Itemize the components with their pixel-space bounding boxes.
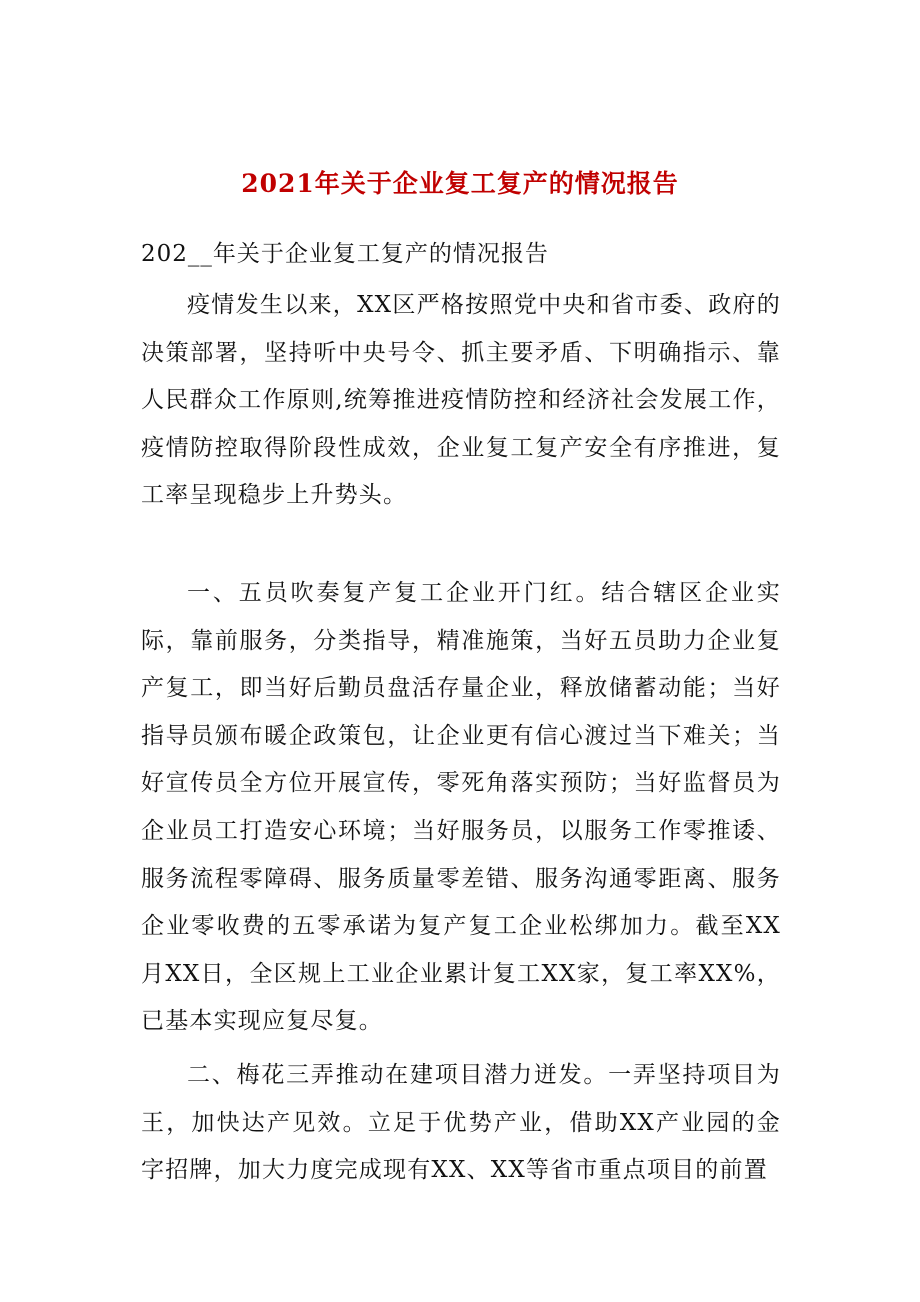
paragraph-intro: 疫情发生以来，XX区严格按照党中央和省市委、政府的决策部署，坚持听中央号令、抓主要矛盾、下明确指示、靠人民群众工作原则,统筹推进疫情防控和经济社会发展工作，疫情防控取得阶段性成效，企业复工复产安全有序推进，复工率呈现稳步上升势头。 [141, 292, 781, 509]
paragraph-section-two: 二、梅花三弄推动在建项目潜力迸发。一弄坚持项目为王，加快达产见效。立足于优势产业，借助XX产业园的金字招牌，加大力度完成现有XX、XX等省市重点项目的前置 [141, 1062, 781, 1184]
paragraph-section-one: 一、五员吹奏复产复工企业开门红。结合辖区企业实际，靠前服务，分类指导，精准施策，当好五员助力企业复产复工，即当好后勤员盘活存量企业，释放储蓄动能；当好指导员颁布暖企政策包，让企业更有信心渡过当下难关；当好宣传员全方位开展宣传，零死角落实预防；当好监督员为企业员工打造安心环境；当好服务员，以服务工作零推诿、服务流程零障碍、服务质量零差错、服务沟通零距离、服务企业零收费的五零承诺为复产复工企业松绑加力。截至XX月XX日，全区规上工业企业累计复工XX家，复工率XX%，已基本实现应复尽复。 [141, 580, 781, 1035]
document-subtitle: 202__年关于企业复工复产的情况报告 [141, 241, 549, 267]
document-title: 2021年关于企业复工复产的情况报告 [241, 169, 679, 198]
